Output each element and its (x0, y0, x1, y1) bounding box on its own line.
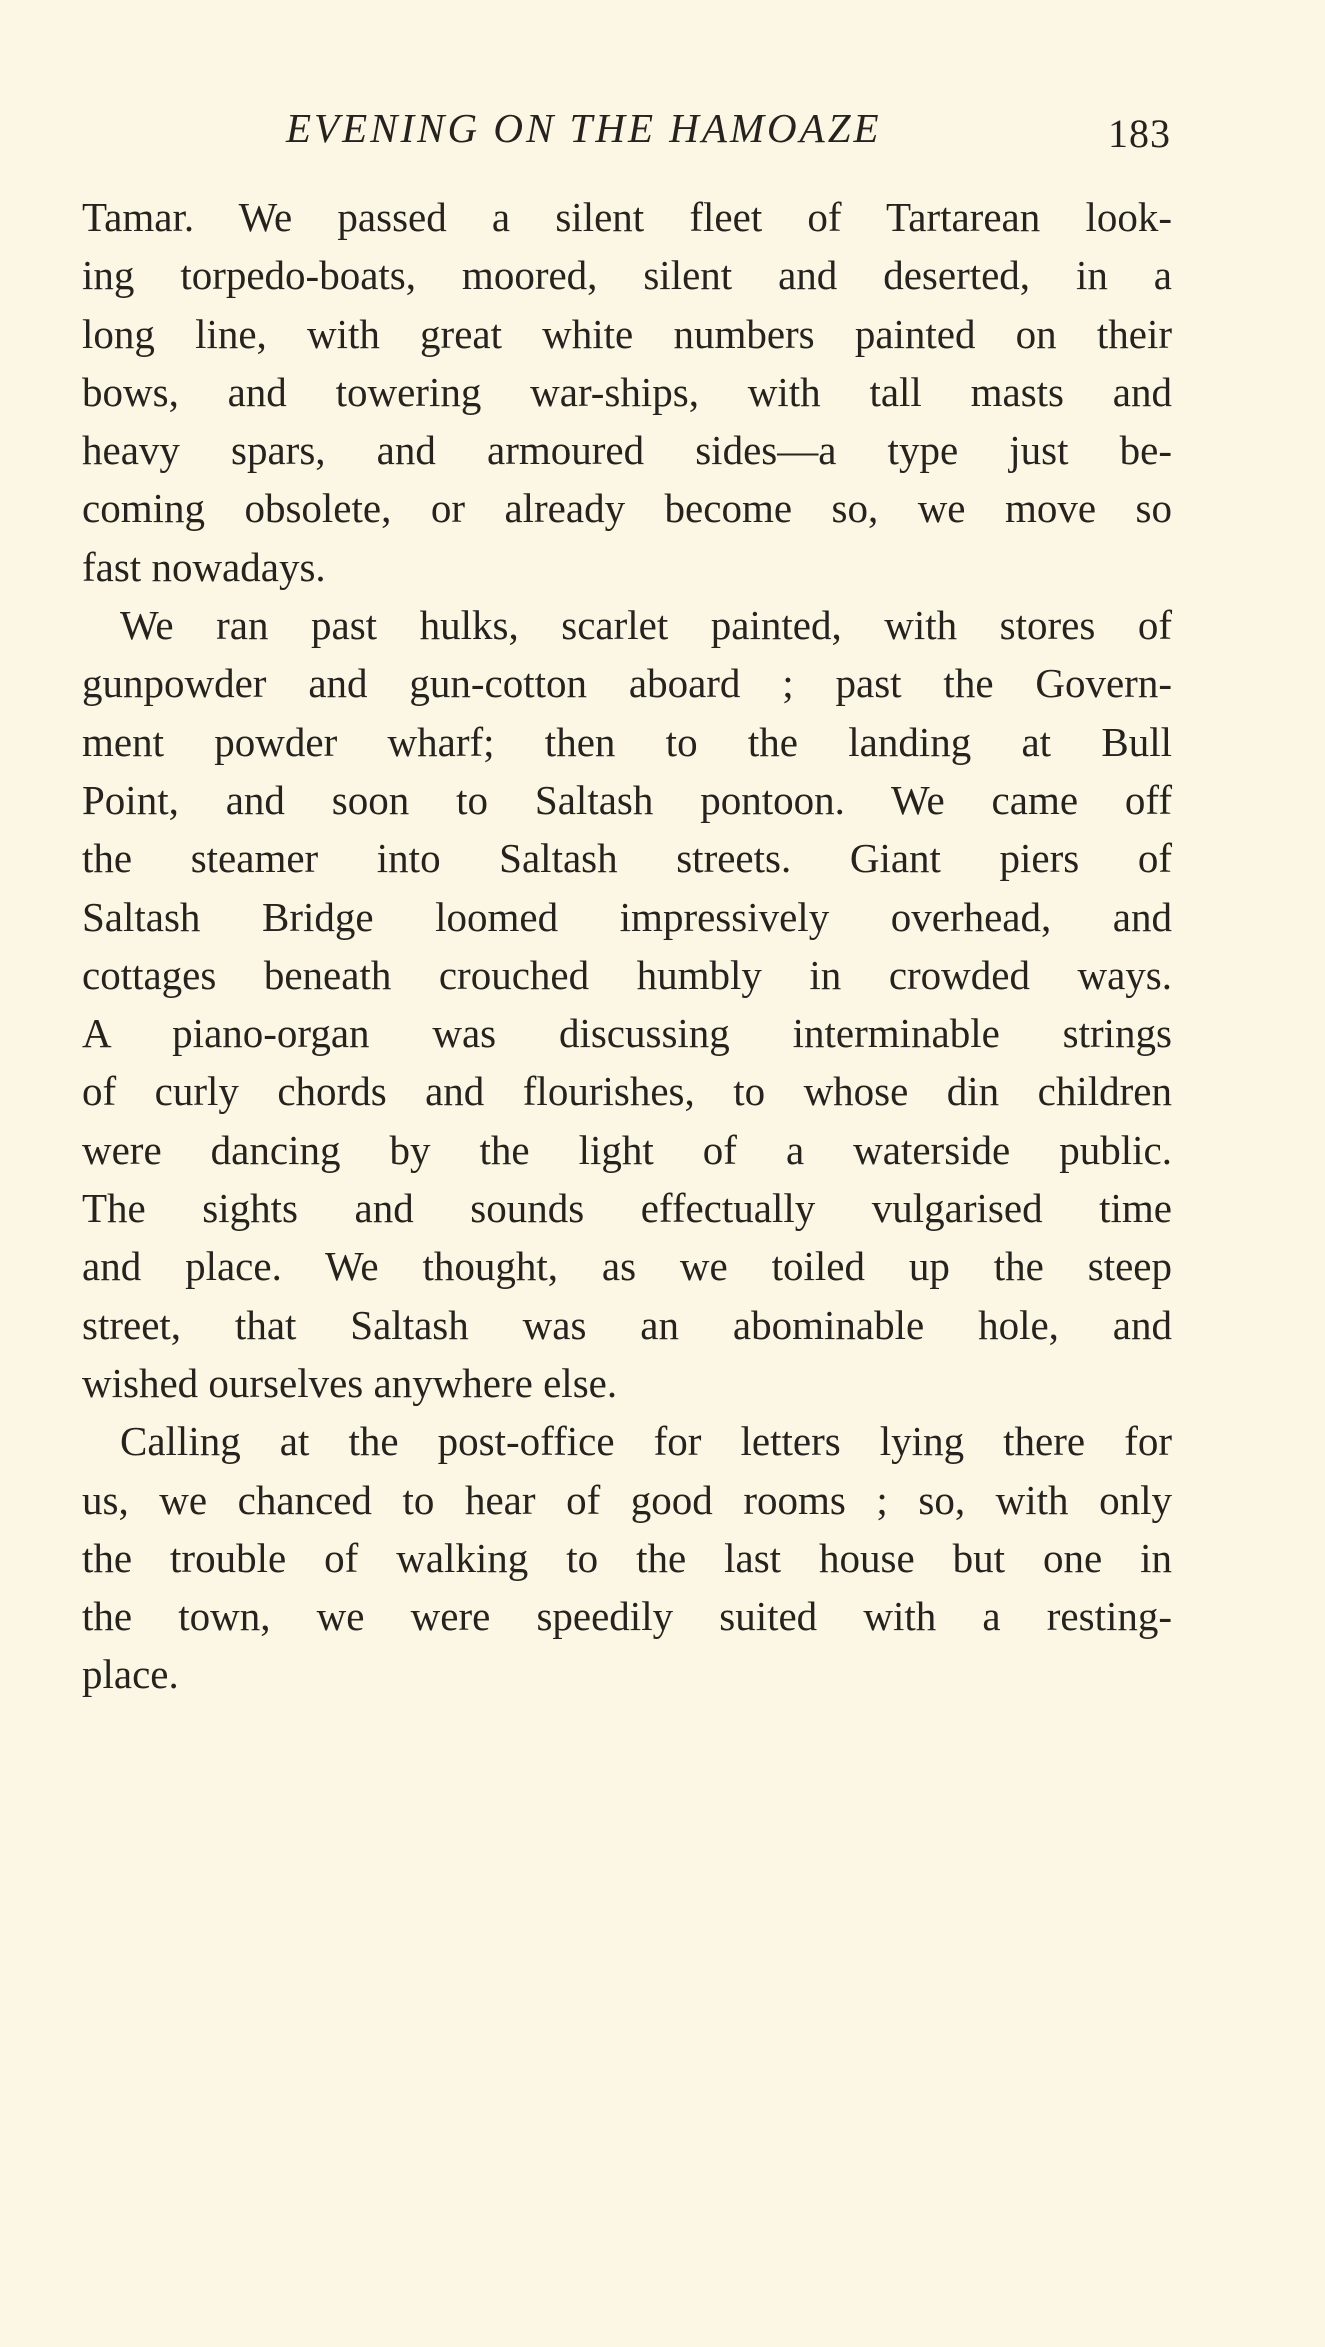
text-line: Saltash Bridge loomed impressively overhead, and (82, 893, 1172, 940)
text-line: A piano-organ was discussing interminable strings (82, 1010, 1172, 1057)
text-line: heavy spars, and armoured sides—a type just be- (82, 427, 1172, 474)
text-line: Calling at the post-office for letters lying there for (120, 1418, 1172, 1465)
text-line: street, that Saltash was an abominable hole, and (82, 1301, 1172, 1348)
page-number: 183 (1108, 111, 1171, 156)
chapter-title: EVENING ON THE HAMOAZE (286, 105, 882, 151)
text-line: wished ourselves anywhere else. (82, 1359, 618, 1406)
text-line: the town, we were speedily suited with a resting- (82, 1593, 1172, 1640)
text-line: The sights and sounds effectually vulgarised time (82, 1185, 1172, 1232)
text-line: We ran past hulks, scarlet painted, with stores of (120, 602, 1172, 649)
text-line: long line, with great white numbers painted on their (82, 310, 1172, 357)
text-line: Point, and soon to Saltash pontoon. We came off (82, 776, 1172, 823)
text-line: Tamar. We passed a silent fleet of Tartarean look- (82, 194, 1172, 240)
text-line: of curly chords and flourishes, to whose din children (82, 1068, 1172, 1115)
text-line: the trouble of walking to the last house but one in (82, 1534, 1172, 1581)
text-line: bows, and towering war-ships, with tall masts and (82, 368, 1172, 415)
running-head (0, 98, 1325, 158)
body-text (82, 188, 1172, 1704)
text-line: ment powder wharf; then to the landing at Bull (82, 718, 1172, 765)
text-line: fast nowadays. (82, 543, 326, 590)
text-line: place. (82, 1651, 179, 1698)
text-line: were dancing by the light of a waterside public. (82, 1126, 1172, 1173)
text-line: coming obsolete, or already become so, we move so (82, 485, 1172, 532)
text-line: the steamer into Saltash streets. Giant piers of (82, 835, 1172, 882)
text-line: and place. We thought, as we toiled up the steep (82, 1243, 1172, 1290)
text-line: cottages beneath crouched humbly in crowded ways. (82, 951, 1172, 998)
text-line: gunpowder and gun-cotton aboard ; past the Govern- (82, 660, 1172, 707)
text-line: us, we chanced to hear of good rooms ; so, with only (82, 1476, 1172, 1523)
text-line: ing torpedo-boats, moored, silent and deserted, in a (82, 252, 1172, 299)
